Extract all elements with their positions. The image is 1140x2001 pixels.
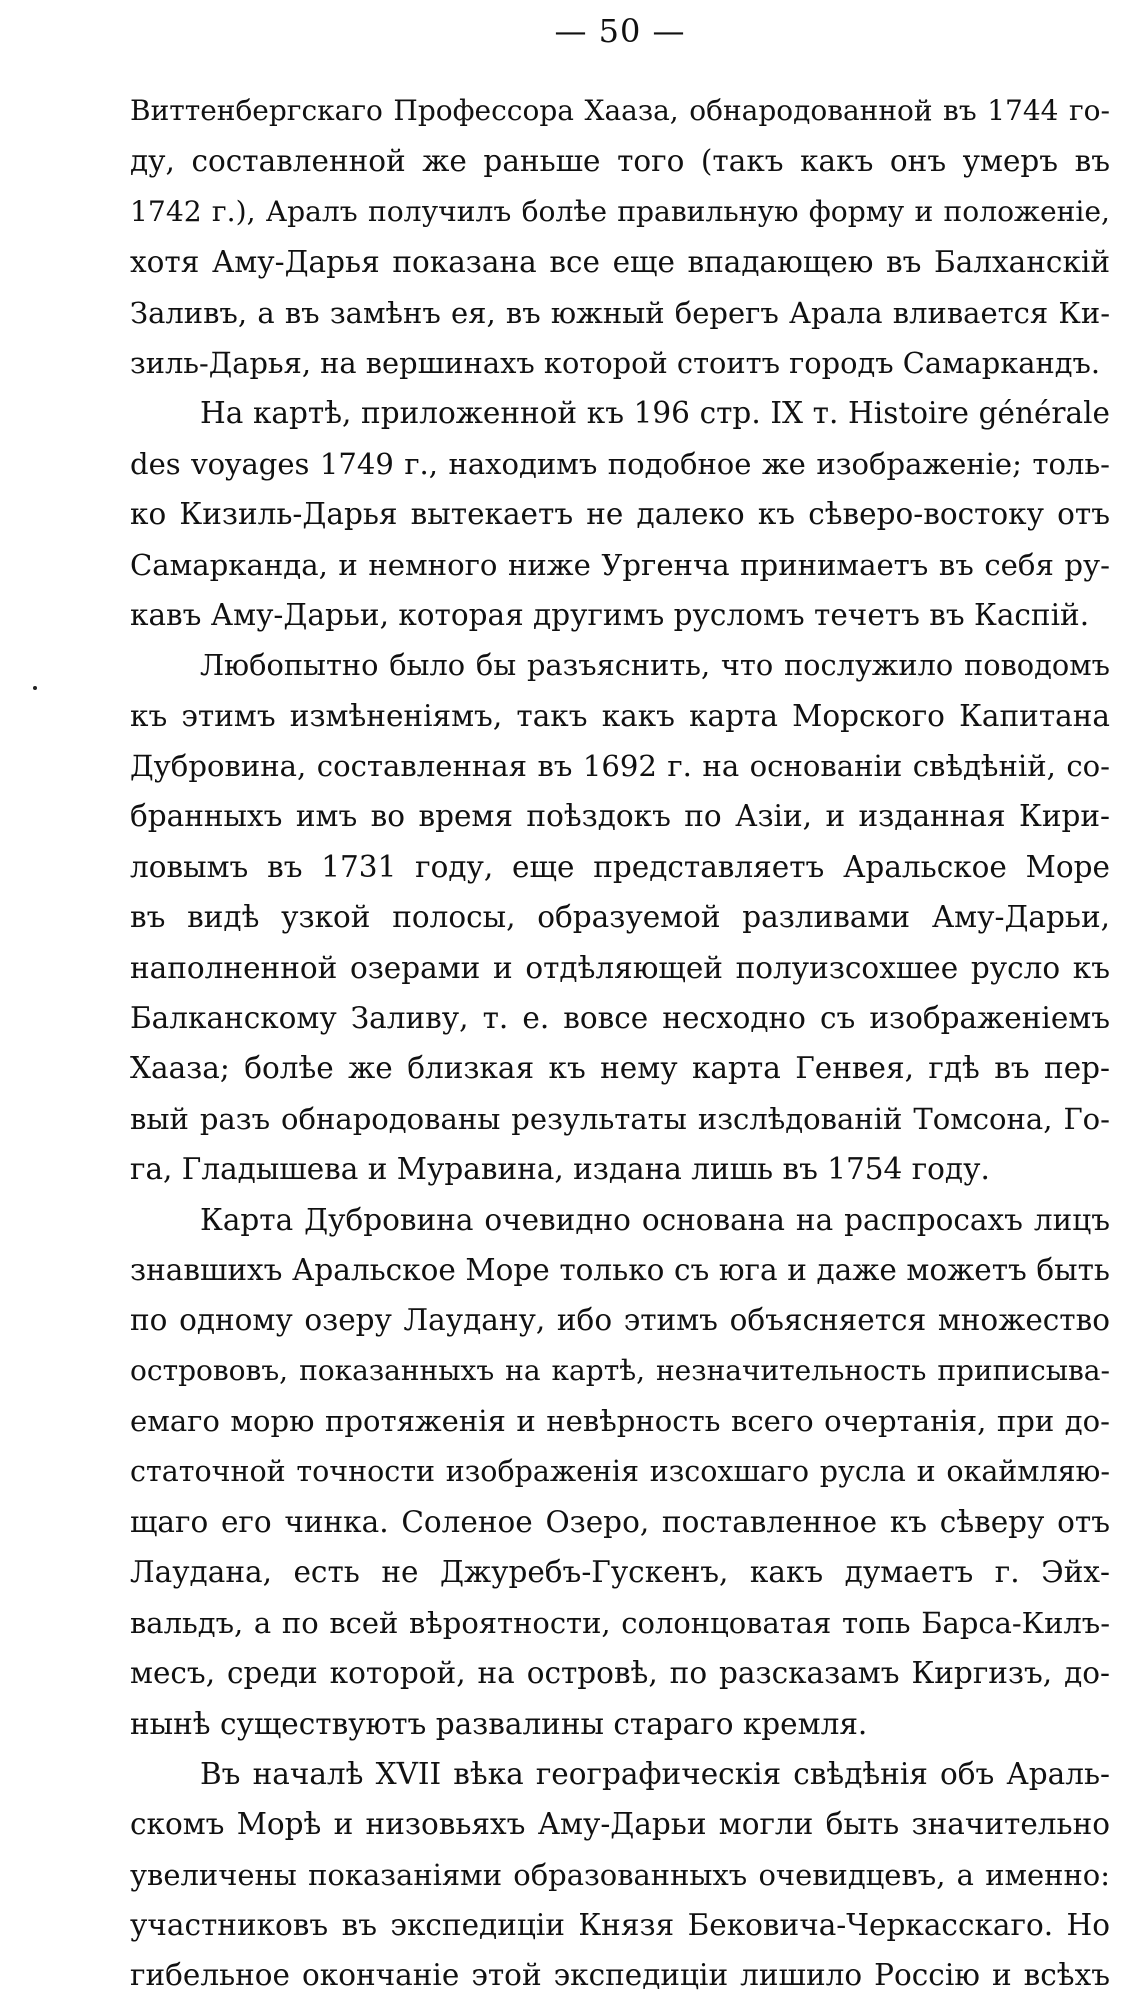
text-line: Дубровина, составленная въ 1692 г. на основаніи свѣдѣній, со- (130, 749, 1110, 784)
text-line: острововъ, показанныхъ на картѣ, незначительность приписыва- (130, 1353, 1110, 1387)
text-line: емаго морю протяженія и невѣрность всего очертанія, при до- (130, 1404, 1110, 1439)
text-line: На картѣ, приложенной къ 196 стр. IX т. Histoire générale (200, 396, 1110, 431)
body-text (130, 86, 1110, 2001)
text-line: скомъ Морѣ и низовьяхъ Аму-Дарьи могли быть значительно (130, 1807, 1110, 1842)
text-line: зиль-Дарья, на вершинахъ которой стоитъ городъ Самаркандъ. (130, 345, 1101, 380)
text-line: Заливъ, а въ замѣнъ ея, въ южный берегъ Арала вливается Ки- (130, 295, 1110, 330)
text-line: хотя Аму-Дарья показана все еще впадающею въ Балханскій (130, 245, 1110, 280)
text-line: ловымъ въ 1731 году, еще представляетъ Аральское Море (130, 849, 1110, 884)
text-line: статочной точности изображенія изсохшаго русла и окаймляю- (130, 1454, 1110, 1488)
text-line: Самарканда, и немного ниже Ургенча принимаетъ въ себя ру- (130, 547, 1110, 582)
stray-ink-mark (33, 686, 37, 690)
text-line: Карта Дубровина очевидно основана на распросахъ лицъ (200, 1202, 1110, 1237)
text-line: гибельное окончаніе этой экспедиціи лишило Россію и всѣхъ (130, 1958, 1110, 1993)
text-line: бранныхъ имъ во время поѣздокъ по Азіи, и изданная Кири- (130, 799, 1110, 834)
text-line: Въ началѣ XVII вѣка географическія свѣдѣнія объ Араль- (200, 1756, 1110, 1791)
text-line: знавшихъ Аральское Море только съ юга и даже можетъ быть (130, 1252, 1110, 1287)
text-line: по одному озеру Лаудану, ибо этимъ объясняется множество (130, 1303, 1110, 1338)
text-line: вальдъ, а по всей вѣроятности, солонцоватая топь Барса-Килъ- (130, 1605, 1110, 1640)
text-line: наполненной озерами и отдѣляющей полуизсохшее русло къ (130, 950, 1110, 985)
page-number: — 50 — (554, 12, 686, 50)
text-line: увеличены показаніями образованныхъ очевидцевъ, а именно: (130, 1857, 1110, 1892)
text-line: des voyages 1749 г., находимъ подобное же изображеніе; толь- (130, 446, 1110, 481)
text-line: въ видѣ узкой полосы, образуемой разливами Аму-Дарьи, (130, 900, 1110, 935)
text-line: щаго его чинка. Соленое Озеро, поставленное къ сѣверу отъ (130, 1504, 1110, 1539)
text-line: га, Гладышева и Муравина, издана лишь въ 1754 году. (130, 1152, 990, 1187)
text-line: нынѣ существуютъ развалины стараго кремля. (130, 1706, 868, 1741)
text-line: ко Кизиль-Дарья вытекаетъ не далеко къ сѣверо-востоку отъ (130, 497, 1110, 532)
text-line: Балканскому Заливу, т. е. вовсе несходно съ изображеніемъ (130, 1001, 1110, 1036)
text-line: кавъ Аму-Дарьи, которая другимъ русломъ течетъ въ Каспій. (130, 597, 1090, 632)
text-line: участниковъ въ экспедиціи Князя Бековича-Черкасскаго. Но (130, 1908, 1110, 1943)
text-line: месъ, среди которой, на островѣ, по разсказамъ Киргизъ, до- (130, 1656, 1110, 1691)
text-line: къ этимъ измѣненіямъ, такъ какъ карта Морского Капитана (130, 698, 1110, 733)
text-line: Любопытно было бы разъяснить, что послужило поводомъ (200, 648, 1110, 683)
text-line: Лаудана, есть не Джуребъ-Гускенъ, какъ думаетъ г. Эйх- (130, 1555, 1110, 1590)
text-line: Хааза; болѣе же близкая къ нему карта Генвея, гдѣ въ пер- (130, 1051, 1110, 1086)
text-line: 1742 г.), Аралъ получилъ болѣе правильную форму и положеніе, (130, 194, 1110, 228)
text-line: вый разъ обнародованы результаты изслѣдованій Томсона, Го- (130, 1101, 1110, 1136)
text-line: ду, составленной же раньше того (такъ какъ онъ умеръ въ (130, 144, 1110, 179)
text-line: Виттенбергскаго Профессора Хааза, обнародованной въ 1744 го- (130, 94, 1110, 127)
